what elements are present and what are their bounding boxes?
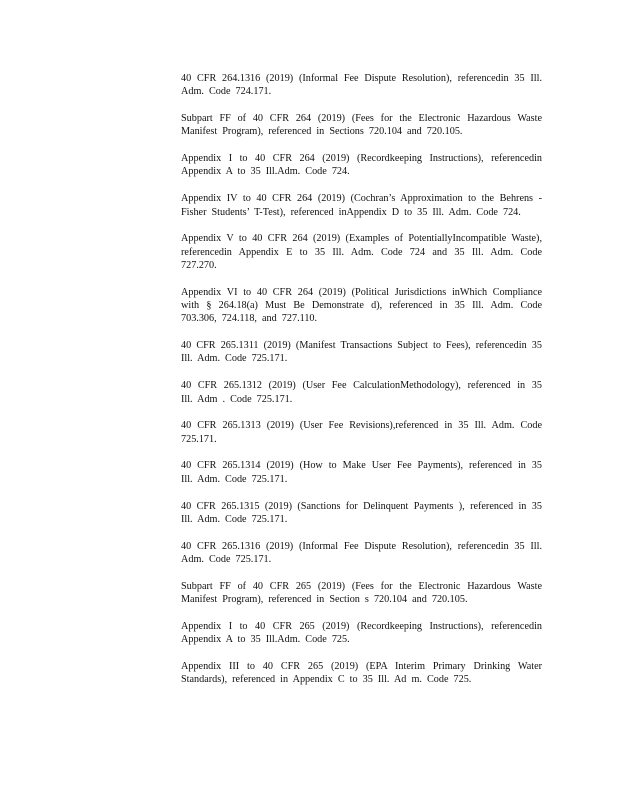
reference-entry: 40 CFR 265.1311 (2019) (Manifest Transactions Subject to Fees), referencedin 35 Ill. Adm. Code 725.171. [181, 340, 542, 365]
reference-entry: Appendix V to 40 CFR 264 (2019) (Examples of PotentiallyIncompatible Waste), referencedin Appendix E to 35 Ill. Adm. Code 724 and 35 Ill. Adm. Code 727.270. [181, 233, 542, 271]
reference-entry: 40 CFR 265.1315 (2019) (Sanctions for Delinquent Payments ), referenced in 35 Ill. Adm. Code 725.171. [181, 500, 542, 525]
reference-entry: Subpart FF of 40 CFR 265 (2019) (Fees for the Electronic Hazardous Waste Manifest Program), referenced in Section s 720.104 and 720.105. [181, 580, 542, 606]
reference-entry: Appendix III to 40 CFR 265 (2019) (EPA Interim Primary Drinking Water Standards), referenced in Appendix C to 35 Ill. Ad m. Code 725. [181, 660, 542, 686]
reference-entry: Appendix I to 40 CFR 265 (2019) (Recordkeeping Instructions), referencedin Appendix A to 35 Ill.Adm. Code 725. [181, 620, 542, 646]
reference-entry: 40 CFR 265.1316 (2019) (Informal Fee Dispute Resolution), referencedin 35 Ill. Adm. Code 725.171. [181, 540, 542, 565]
reference-entry: 40 CFR 265.1313 (2019) (User Fee Revisions),referenced in 35 Ill. Adm. Code 725.171. [181, 420, 542, 445]
reference-entry: 40 CFR 265.1312 (2019) (User Fee CalculationMethodology), referenced in 35 Ill. Adm . Code 725.171. [181, 380, 542, 405]
reference-entry: Appendix I to 40 CFR 264 (2019) (Recordkeeping Instructions), referencedin Appendix A to 35 Ill.Adm. Code 724. [181, 153, 542, 178]
reference-entry: Appendix IV to 40 CFR 264 (2019) (Cochran’s Approximation to the Behrens -Fisher Students’ T-Test), referenced inAppendix D to 35 Ill. Adm. Code 724. [181, 193, 542, 218]
reference-entry: 40 CFR 265.1314 (2019) (How to Make User Fee Payments), referenced in 35 Ill. Adm. Code 725.171. [181, 460, 542, 485]
reference-entry: 40 CFR 264.1316 (2019) (Informal Fee Dispute Resolution), referencedin 35 Ill. Adm. Code 724.171. [181, 73, 542, 98]
reference-entry: Subpart FF of 40 CFR 264 (2019) (Fees for the Electronic Hazardous Waste Manifest Program), referenced in Sections 720.104 and 720.105. [181, 113, 542, 138]
reference-list [181, 72, 542, 700]
reference-entry: Appendix VI to 40 CFR 264 (2019) (Political Jurisdictions inWhich Compliance with § 264.18(a) Must Be Demonstrate d), referenced in 35 Ill. Adm. Code 703.306, 724.118, and 727.110. [181, 286, 542, 325]
